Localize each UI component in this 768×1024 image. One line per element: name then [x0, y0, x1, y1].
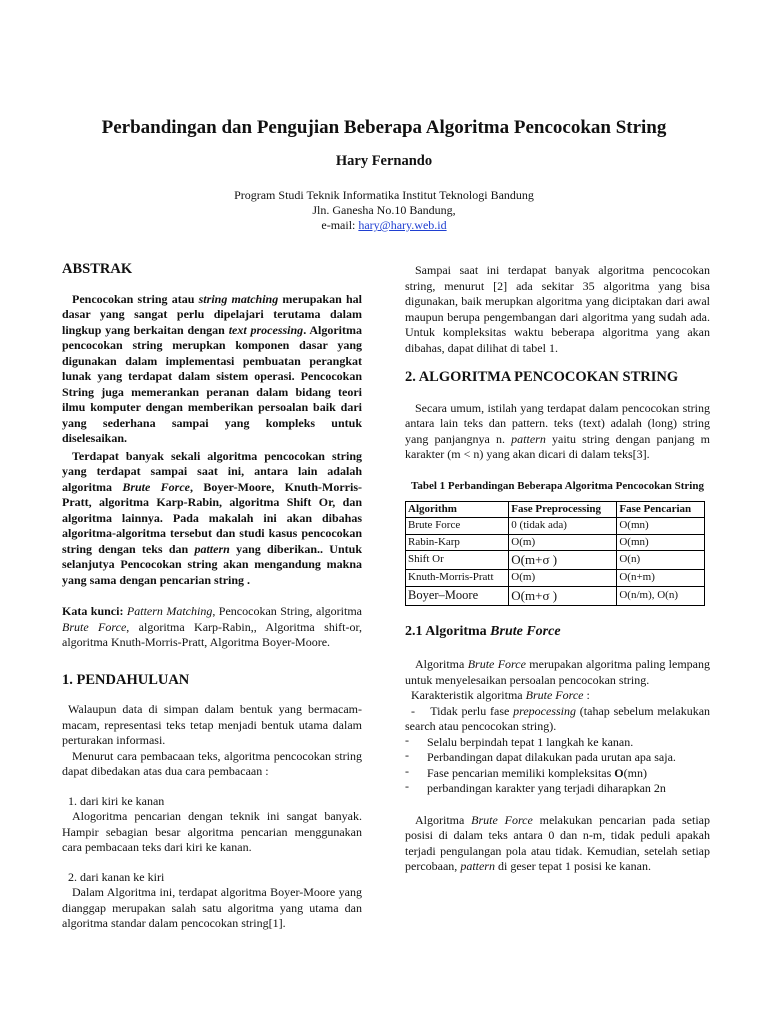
bf-text: (tahap sebelum melakukan search atau pencocokan string).	[405, 703, 711, 733]
abs-italic: string matching	[198, 291, 279, 306]
table-row	[406, 551, 705, 570]
table-header-cell: Algorithm	[406, 501, 509, 518]
bf-text: di geser tepat 1 posisi ke kanan.	[494, 859, 651, 873]
affiliation-block	[0, 188, 768, 233]
comparison-table	[405, 501, 705, 606]
left-column	[62, 262, 362, 932]
email-line	[0, 218, 768, 233]
table-cell: O(mn)	[617, 534, 705, 551]
abs-text: . Algoritma pencocokan string merupkan komponen dasar yang digunakan dalam implementasi pembuatan perangkat lunak yang terdapat dalam sistem operasi. Pencocokan String juga memerankan peranan dalam bidang teori ilmu komputer dengan memberikan persoalan baik dari yang sederhana sampai yang kompleks untuk diselesaikan.	[62, 322, 363, 445]
table-cell: O(mn)	[617, 518, 705, 535]
table-cell: O(m+σ )	[509, 586, 617, 605]
kw-text: , algoritma Karp-Rabin,, Algoritma shift-or, algoritma Knuth-Morris-Pratt, Algoritma Boyer-Moore.	[62, 619, 362, 649]
dash-bullet: ‐	[411, 703, 415, 718]
table-cell: Boyer–Moore	[406, 586, 509, 605]
abs-text: , Boyer-Moore, Knuth-Morris-Pratt, algoritma Karp-Rabin, algoritma Shift Or, dan algoritma lainnya. Pada makalah ini akan dibahas algoritma-algoritma tersebut dan studi kasus pencocokan string dengan teks dan	[62, 479, 362, 556]
list-item-text: Fase pencarian memiliki kompleksitas	[427, 765, 615, 780]
list-item-text: (mn)	[623, 765, 647, 780]
bf-text: melakukan pencarian pada setiap posisi di dalam teks antara 0 dan n-m, tidak peduli apakah terjadi pengulangan pola atau tidak. Kemudian, setelah setiap percobaan,	[405, 812, 710, 873]
list-item-text: Perbandingan dapat dilakukan pada urutan apa saja.	[427, 750, 676, 764]
table-cell: O(n)	[617, 551, 705, 570]
bf-text: Tidak perlu fase	[430, 703, 514, 718]
table-cell: O(m)	[509, 534, 617, 551]
list-item-2-desc: Dalam Algoritma ini, terdapat algoritma Boyer-Moore yang dianggap merupakan salah satu algoritma yang utama dan algoritma standar dalam pencocokan string[1].	[62, 885, 362, 930]
list-item	[405, 763, 710, 782]
brute-force-paragraph-1	[405, 657, 710, 688]
abstract-paragraph-2	[62, 449, 362, 589]
right-column	[405, 263, 710, 875]
intro-heading: 1. PENDAHULUAN	[62, 671, 190, 688]
affiliation-line-1: Program Studi Teknik Informatika Institut Teknologi Bandung	[234, 188, 534, 202]
brute-force-characteristics-label	[405, 688, 710, 704]
paper-title: Perbandingan dan Pengujian Beberapa Algoritma Pencocokan String	[101, 117, 667, 138]
bf-text: Algoritma	[415, 657, 468, 671]
bf-italic: pattern	[460, 859, 495, 873]
dash-bullet: ‐	[405, 732, 409, 747]
table-caption: Tabel 1 Perbandingan Beberapa Algoritma Pencocokan String	[411, 479, 704, 492]
brute-force-no-preprocessing	[405, 704, 710, 735]
kw-italic: Pattern Matching	[126, 604, 213, 618]
abstract-heading: ABSTRAK	[62, 261, 133, 277]
right-paragraph-1: Sampai saat ini terdapat banyak algoritma pencocokan string, menurut [2] ada sekitar 35 algoritma yang bisa digunakan, baik merupkan algoritma yang diciptakan dari awal maupun berupa pengembangan dari algoritma yang sudah ada. Untuk kompleksitas waktu beberapa algoritma yang akan dibahas, dapat dilihat di tabel 1.	[405, 263, 710, 355]
table-row	[406, 518, 705, 535]
table-row	[406, 586, 705, 605]
section-2-heading: 2. ALGORITMA PENCOCOKAN STRING	[405, 369, 679, 385]
list-item-text: Selalu berpindah tepat 1 langkah ke kanan.	[427, 734, 634, 749]
complexity-o: O	[614, 765, 624, 780]
intro-paragraph-2: Menurut cara pembacaan teks, algoritma pencocokan string dapat dibedakan atas dua cara pembacaan :	[62, 748, 362, 778]
sec21-italic: Brute Force	[490, 623, 561, 639]
table-cell: O(n+m)	[617, 570, 705, 587]
list-item	[405, 750, 710, 766]
email-link[interactable]: hary@hary.web.id	[358, 218, 447, 232]
brute-force-paragraph-2	[405, 813, 710, 875]
list-item-1-desc: Alogoritma pencarian dengan teknik ini sangat banyak. Hampir sebagian besar algoritma pencarian menggunakan cara pembacaan teks dari kiri ke kanan.	[62, 809, 362, 854]
sec21-text: 2.1 Algoritma	[405, 623, 491, 639]
kw-italic: Brute Force	[62, 619, 127, 634]
table-cell: Knuth-Morris-Pratt	[406, 570, 509, 587]
section-2-paragraph	[405, 401, 710, 463]
table-row	[406, 534, 705, 551]
list-item	[405, 732, 710, 751]
bf-italic: Brute Force	[467, 657, 526, 671]
table-cell: O(m+σ )	[509, 551, 617, 570]
abs-text: Pencocokan string atau	[72, 291, 199, 306]
table-cell: Brute Force	[406, 518, 509, 535]
table-cell: Shift Or	[406, 551, 509, 570]
table-header-cell: Fase Preprocessing	[509, 501, 617, 518]
abs-italic: pattern	[194, 541, 230, 556]
dash-bullet: ‐	[405, 779, 409, 793]
brute-force-characteristics-list	[405, 732, 710, 797]
keywords-label: Kata kunci:	[62, 604, 127, 618]
sec2-text: yaitu string dengan panjang m karakter (m < n) yang akan dicari di dalam teks[3].	[405, 431, 710, 461]
email-label: e-mail:	[321, 218, 359, 232]
bf-italic: Brute Force	[471, 812, 533, 827]
abstract-paragraph-1	[62, 292, 362, 447]
table-cell: O(m)	[509, 570, 617, 587]
author-name: Hary Fernando	[335, 153, 433, 169]
bf-italic: prepocessing	[513, 703, 577, 718]
abs-text: Terdapat banyak sekali algoritma pencocokan string yang terdapat sampai saat ini, antara lain adalah algoritma	[62, 448, 362, 494]
list-item	[405, 781, 710, 797]
abs-text: merupakan hal dasar yang sangat perlu dipelajari terutama dalam lingkup yang berkaitan dengan	[62, 291, 362, 337]
sec2-text: Secara umum, istilah yang terdapat dalam pencocokan string antara lain teks dan pattern. teks (text) adalah (long) string yang panjangnya n.	[405, 400, 710, 446]
abs-italic: text processing	[228, 322, 304, 337]
affiliation-line-2: Jln. Ganesha No.10 Bandung,	[312, 203, 456, 217]
bf-text: :	[583, 688, 590, 702]
kw-text: , Pencocokan String, algoritma	[212, 604, 362, 618]
dash-bullet: ‐	[405, 748, 409, 762]
bf-text: Algoritma	[415, 812, 472, 827]
table-cell: Rabin-Karp	[406, 534, 509, 551]
keywords	[62, 604, 362, 651]
list-item-text: perbandingan karakter yang terjadi diharapkan 2n	[427, 781, 666, 795]
dash-bullet: ‐	[405, 763, 409, 778]
sec2-italic: pattern	[511, 431, 546, 446]
list-item-2-label: 2. dari kanan ke kiri	[68, 869, 165, 884]
bf-text: Karakteristik algoritma	[411, 688, 526, 702]
table-cell: O(n/m), O(n)	[617, 586, 705, 605]
table-header-row	[406, 501, 705, 518]
bf-text: merupakan algoritma paling lempang untuk menyelesaikan persoalan pencocokan string.	[405, 657, 711, 687]
intro-paragraph-1: Walaupun data di simpan dalam bentuk yang bermacam-macam, representasi teks tetap menjadi bentuk utama dalam perturakan informasi.	[62, 702, 362, 747]
abs-italic: Brute Force	[122, 479, 191, 494]
table-cell: 0 (tidak ada)	[509, 518, 617, 535]
list-item-1-label: 1. dari kiri ke kanan	[68, 793, 165, 808]
table-row	[406, 570, 705, 587]
table-header-cell: Fase Pencarian	[617, 501, 705, 518]
abs-text: yang diberikan.. Untuk selanjutya Pencocokan string akan mengandung makna yang sama dengan pencarian string .	[62, 541, 362, 587]
section-2-1-heading	[405, 624, 710, 640]
bf-italic: Brute Force	[525, 688, 584, 702]
